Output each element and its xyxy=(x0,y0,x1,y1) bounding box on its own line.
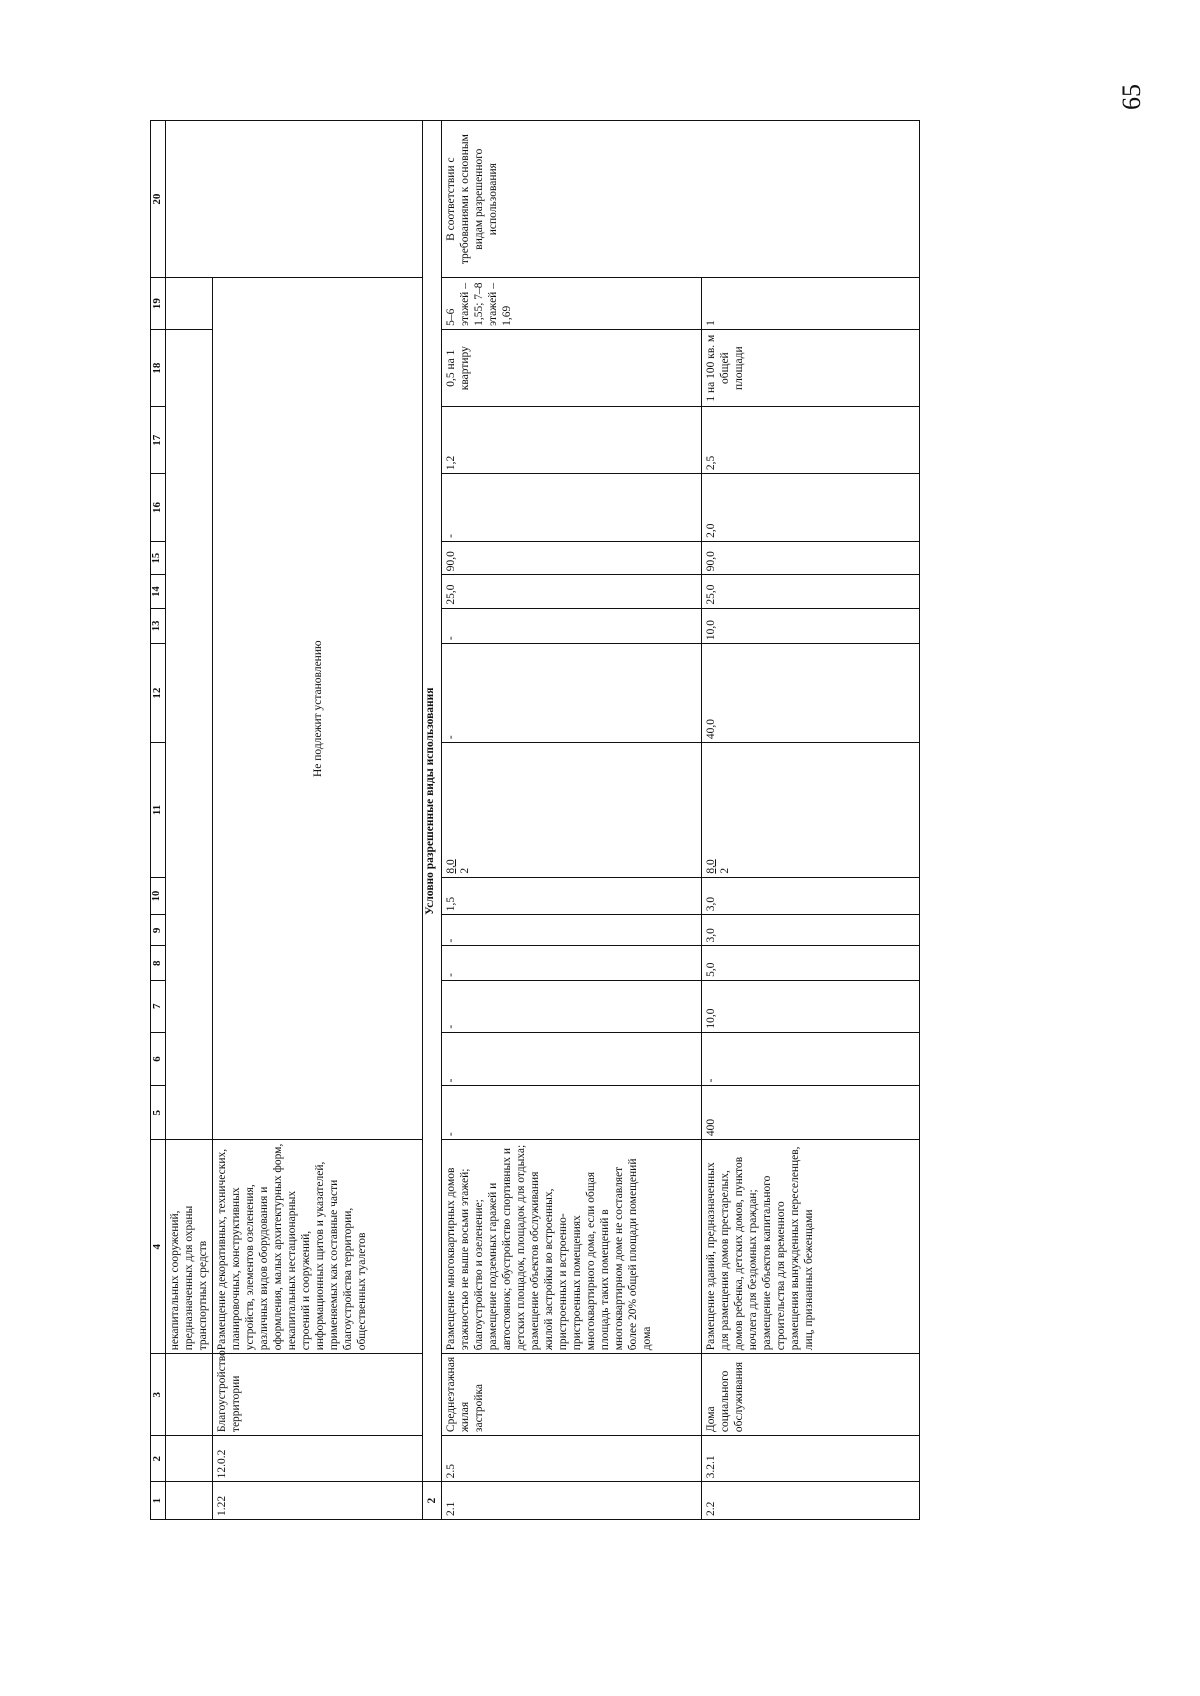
use-code: 12.0.2 xyxy=(213,1436,423,1482)
not-established-cell: Не подлежит установлению xyxy=(213,278,423,1140)
use-code: 2.5 xyxy=(442,1436,702,1482)
use-name: Благоустройство территории xyxy=(213,1354,423,1436)
table-cell xyxy=(166,1354,213,1436)
row-number: 1.22 xyxy=(213,1482,423,1520)
table-cell: 1 на 100 кв. м общей площади xyxy=(702,329,920,406)
col-header: 9 xyxy=(151,915,166,946)
col-header: 20 xyxy=(151,121,166,278)
table-cell: - xyxy=(442,915,702,946)
table-cell: 2,5 xyxy=(702,407,920,474)
col-header: 3 xyxy=(151,1354,166,1436)
use-name: Среднеэтажная жилая застройка xyxy=(442,1354,702,1436)
table-cell: 1,5 xyxy=(442,877,702,915)
table-cell xyxy=(166,1436,213,1482)
col-header: 15 xyxy=(151,541,166,574)
table-cell-description: Размещение декоративных, технических, планировочных, конструктивных устройств, элементов озеленения, различных видов оборудования и оформления, малых архитектурных форм, некапитальных нестационарных строений и сооружений, информационных щитов и указателей, применяемых как составные части благоустройства территории, общественных туалетов xyxy=(213,1140,423,1354)
col-header: 11 xyxy=(151,743,166,878)
table-cell: 400 xyxy=(702,1086,920,1140)
rotated-table-container xyxy=(150,120,920,1520)
zoning-table xyxy=(150,120,920,1520)
table-cell xyxy=(166,121,423,278)
table-cell: - xyxy=(442,474,702,542)
table-cell: - xyxy=(442,644,702,743)
fraction-denominator: 2 xyxy=(459,867,472,874)
col-header: 8 xyxy=(151,946,166,980)
use-name: Дома социального обслуживания xyxy=(702,1354,920,1436)
row-number: 2.1 xyxy=(442,1482,702,1520)
table-cell: 5,0 xyxy=(702,946,920,980)
section-number: 2 xyxy=(423,1482,442,1520)
col-header: 16 xyxy=(151,474,166,542)
section-row xyxy=(423,121,442,1520)
fraction-numerator: 8,0 xyxy=(705,859,718,874)
col-header: 6 xyxy=(151,1032,166,1086)
table-cell: 10,0 xyxy=(702,980,920,1032)
table-cell: - xyxy=(442,1086,702,1140)
col-header: 14 xyxy=(151,575,166,608)
section-title: Условно разрешенные виды использования xyxy=(423,121,442,1482)
table-cell-description: Размещение зданий, предназначенных для размещения домов престарелых, домов ребенка, детских домов, пунктов ночлега для бездомных граждан; размещение объектов капитального строительства для временного размещения вынужденных переселенцев, лиц, признанных беженцами xyxy=(702,1140,920,1354)
fraction-cell xyxy=(442,743,702,878)
table-cell: 90,0 xyxy=(442,541,702,574)
table-cell xyxy=(166,329,213,1139)
col-header: 17 xyxy=(151,407,166,474)
table-cell: - xyxy=(442,1032,702,1086)
table-cell: 90,0 xyxy=(702,541,920,574)
table-cell: 40,0 xyxy=(702,644,920,743)
table-cell: 0,5 на 1 квартиру xyxy=(442,329,702,406)
table-cell xyxy=(166,1482,213,1520)
table-cell-note: В соответствии с требованиями к основным видам разрешенного использования xyxy=(442,121,920,278)
col-header: 7 xyxy=(151,980,166,1032)
table-cell: 1,2 xyxy=(442,407,702,474)
table-cell-description: Размещение многоквартирных домов этажностью не выше восьми этажей; благоустройство и озеленение; размещение подземных гаражей и автостоянок; обустройство спортивных и детских площадок, площадок для отдыха; размещение объектов обслуживания жилой застройки во встроенных, пристроенных и встроенно-пристроенных помещениях многоквартирного дома, если общая площадь таких помещений в многоквартирном доме не составляет более 20% общей площади помещений дома xyxy=(442,1140,702,1354)
table-row-1-22 xyxy=(213,121,423,1520)
table-row-2-2 xyxy=(702,121,920,1520)
table-cell: 3,0 xyxy=(702,915,920,946)
table-cell: - xyxy=(442,946,702,980)
table-cell: - xyxy=(702,1032,920,1086)
table-cell: 1 xyxy=(702,278,920,330)
table-cell: 2,0 xyxy=(702,474,920,542)
col-header: 4 xyxy=(151,1140,166,1354)
col-header: 13 xyxy=(151,608,166,644)
table-cell: - xyxy=(442,608,702,644)
fraction-denominator: 2 xyxy=(719,867,732,874)
table-row-2-1 xyxy=(442,121,702,1520)
header-row xyxy=(151,121,166,1520)
fraction-numerator: 8,0 xyxy=(445,859,458,874)
col-header: 2 xyxy=(151,1436,166,1482)
table-cell-description: некапитальных сооружений, предназначенных для охраны транспортных средств xyxy=(166,1140,213,1354)
col-header: 19 xyxy=(151,278,166,330)
page-number: 65 xyxy=(1117,84,1146,110)
table-row-continuation xyxy=(166,121,213,1520)
use-code: 3.2.1 xyxy=(702,1436,920,1482)
col-header: 1 xyxy=(151,1482,166,1520)
table-cell: 25,0 xyxy=(442,575,702,608)
fraction-cell xyxy=(702,743,920,878)
col-header: 10 xyxy=(151,877,166,915)
table-cell xyxy=(166,278,213,330)
col-header: 5 xyxy=(151,1086,166,1140)
table-cell: 10,0 xyxy=(702,608,920,644)
table-cell: 3,0 xyxy=(702,877,920,915)
table-cell: - xyxy=(442,980,702,1032)
col-header: 12 xyxy=(151,644,166,743)
table-cell: 25,0 xyxy=(702,575,920,608)
table-cell: 5–6 этажей – 1,55; 7–8 этажей – 1,69 xyxy=(442,278,702,330)
row-number: 2.2 xyxy=(702,1482,920,1520)
col-header: 18 xyxy=(151,329,166,406)
